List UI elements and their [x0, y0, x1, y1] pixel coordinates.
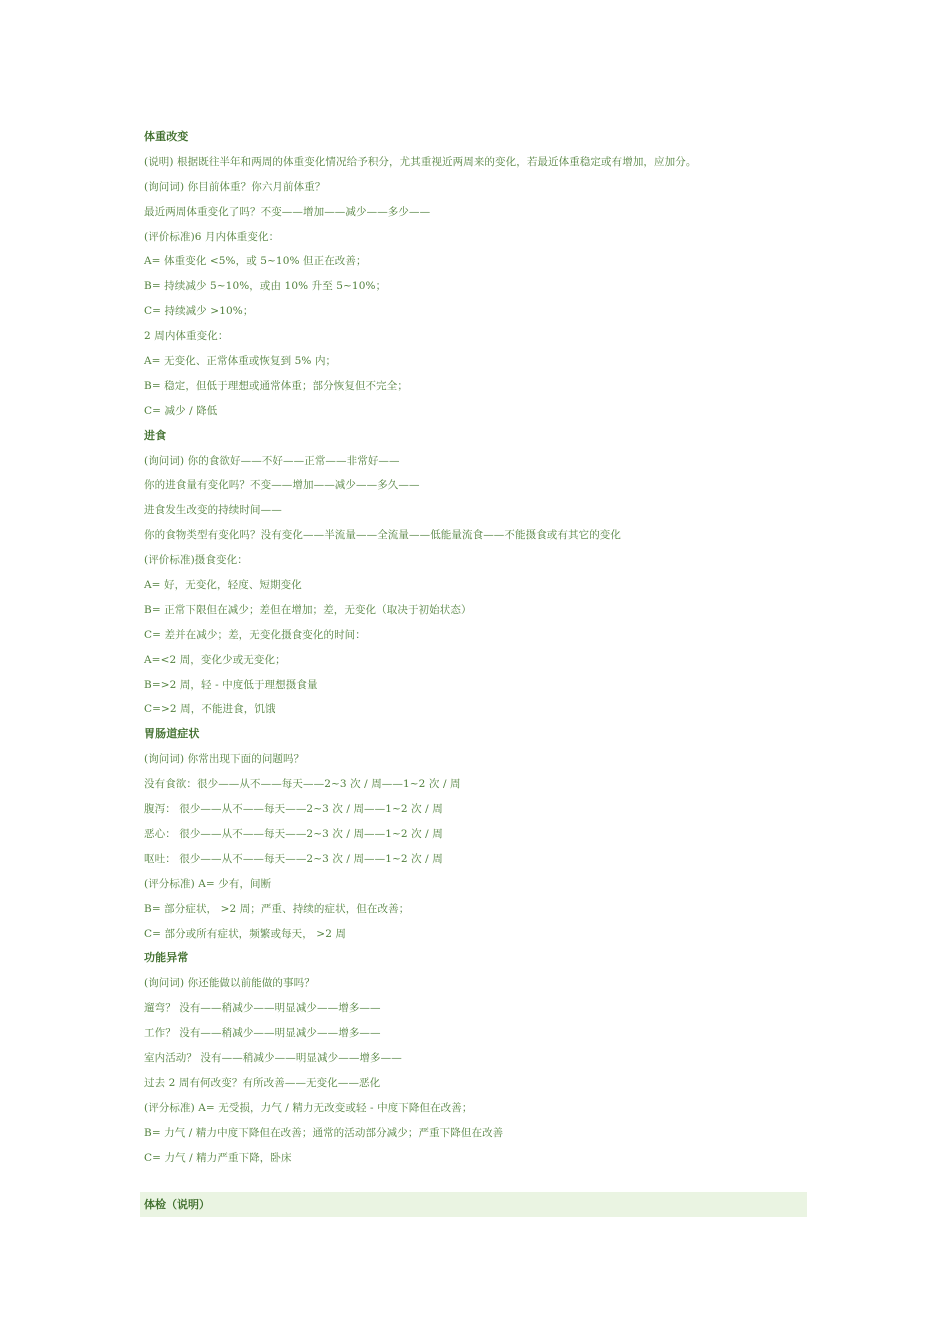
text-line: (评分标准) A= 无受损，力气 / 精力无改变或轻 - 中度下降但在改善； — [144, 1101, 473, 1114]
text-line: A= 好，无变化，轻度、短期变化 — [144, 579, 302, 592]
text-line: 2 周内体重变化： — [144, 330, 229, 343]
section-heading-physical-exam: 体检（说明） — [140, 1192, 807, 1217]
section-heading-function-abnormal: 功能异常 — [144, 951, 189, 965]
text-line: C= 持续减少 >10%； — [144, 305, 254, 318]
text-line: (询问词) 你的食欲好——不好——正常——非常好—— — [144, 454, 400, 467]
text-line: C=>2 周，不能进食，饥饿 — [144, 703, 276, 716]
text-line: B= 正常下限但在减少；差但在增加；差，无变化（取决于初始状态） — [144, 603, 472, 616]
text-line: A=<2 周，变化少或无变化； — [144, 653, 286, 666]
text-line: 恶心： 很少——从不——每天——2~3 次 / 周——1~2 次 / 周 — [144, 827, 443, 840]
text-line: (询问词) 你还能做以前能做的事吗？ — [144, 977, 315, 990]
text-line: B= 稳定，但低于理想或通常体重；部分恢复但不完全； — [144, 379, 408, 392]
text-line: A= 无变化、正常体重或恢复到 5% 内； — [144, 355, 337, 368]
text-line: (说明) 根据既往半年和两周的体重变化情况给予积分，尤其重视近两周来的变化，若最近体重稳定或有增加，应加分。 — [144, 155, 697, 168]
text-line: 你的进食量有变化吗？不变——增加——减少——多久—— — [144, 479, 420, 492]
text-line: C= 部分或所有症状，频繁或每天， >2 周 — [144, 927, 347, 940]
text-line: A= 体重变化 <5%，或 5~10% 但正在改善； — [144, 255, 367, 268]
section-heading-weight-change: 体重改变 — [144, 130, 189, 143]
text-line: B=>2 周，轻 - 中度低于理想摄食量 — [144, 678, 318, 691]
text-line: C= 差并在减少；差，无变化摄食变化的时间： — [144, 628, 366, 641]
text-line: (询问词) 你常出现下面的问题吗？ — [144, 753, 305, 766]
text-line: B= 部分症状， >2 周；严重、持续的症状，但在改善； — [144, 902, 410, 915]
text-line: 工作？ 没有——稍减少——明显减少——增多—— — [144, 1027, 381, 1040]
text-line: (评分标准) A= 少有，间断 — [144, 877, 272, 890]
document-body — [144, 127, 808, 1172]
section-heading-gi-symptoms: 胃肠道症状 — [144, 727, 200, 741]
text-line: C= 减少 / 降低 — [144, 404, 218, 417]
text-line: 过去 2 周有何改变？有所改善——无变化——恶化 — [144, 1076, 381, 1089]
text-line: 遛弯？ 没有——稍减少——明显减少——增多—— — [144, 1002, 381, 1015]
section-heading-eating: 进食 — [144, 428, 167, 442]
text-line: 呕吐： 很少——从不——每天——2~3 次 / 周——1~2 次 / 周 — [144, 852, 443, 865]
text-line: (评价标准)6 月内体重变化： — [144, 230, 280, 243]
text-line: B= 持续减少 5~10%，或由 10% 升至 5~10%； — [144, 280, 387, 293]
text-line: 没有食欲：很少——从不——每天——2~3 次 / 周——1~2 次 / 周 — [144, 778, 461, 791]
text-line: (评价标准)摄食变化： — [144, 554, 248, 567]
text-line: 进食发生改变的持续时间—— — [144, 504, 282, 517]
text-line: 腹泻： 很少——从不——每天——2~3 次 / 周——1~2 次 / 周 — [144, 803, 443, 816]
text-line: 你的食物类型有变化吗？没有变化——半流量——全流量——低能量流食——不能摄食或有其它的变化 — [144, 529, 621, 542]
text-line: C= 力气 / 精力严重下降，卧床 — [144, 1151, 292, 1164]
text-line: 室内活动？ 没有——稍减少——明显减少——增多—— — [144, 1051, 402, 1064]
text-line: (询问词) 你目前体重？你六月前体重？ — [144, 180, 326, 193]
text-line: B= 力气 / 精力中度下降但在改善；通常的活动部分减少；严重下降但在改善 — [144, 1126, 504, 1139]
text-line: 最近两周体重变化了吗？不变——增加——减少——多少—— — [144, 205, 431, 218]
